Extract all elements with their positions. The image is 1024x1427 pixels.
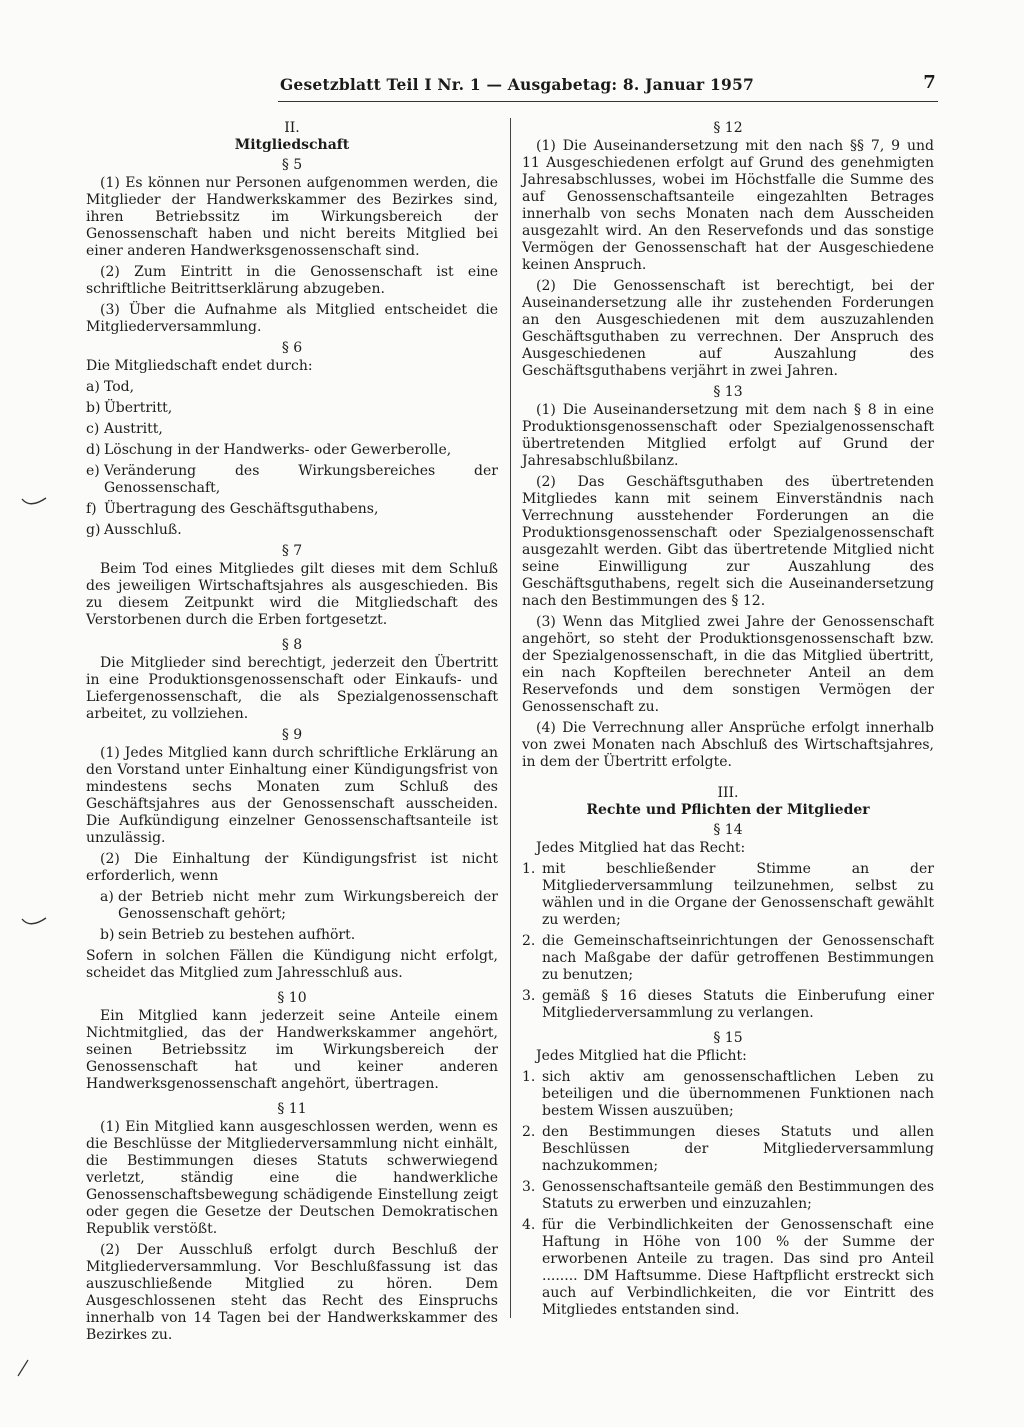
list-text: Tod,	[104, 379, 135, 395]
list-text: mit beschließender Stimme an der Mitgliederversammlung teilzunehmen, selbst zu wählen und in die Organe der Genossenschaft gewählt zu werden;	[542, 861, 934, 928]
paragraph-text: (3) Wenn das Mitglied zwei Jahre der Genossenschaft angehört, so steht der Produktionsgenossenschaft bzw. der Spezialgenossenschaft, in die das Mitglied übertritt, ein nach Kopfteilen berechneter Anteil an dem Reservefonds und dem sonstigen Vermögen der Genossenschaft zu.	[522, 614, 934, 715]
list-label: 3.	[522, 988, 536, 1004]
paragraph-text: (2) Das Geschäftsguthaben des übertretenden Mitgliedes kann mit seinem Einverständnis nach Verrechnung ausstehender Forderungen an die Produktionsgenossenschaft oder Spezialgenossenschaft ausgezahlt werden. Gibt das übertretende Mitglied nicht seine Einwilligung zur Auszahlung des Geschäftsguthabens, regelt sich die Auseinandersetzung nach den Bestimmungen des § 12.	[522, 474, 934, 609]
paragraph-text: (1) Die Auseinandersetzung mit den nach §§ 7, 9 und 11 Ausgeschiedenen erfolgt auf Grund des genehmigten Jahresabschlusses, wobei im Höchstfalle die Summe des auf Genossenschaftsanteile eingezahlten Betrages innerhalb von sechs Monaten nach dem Ausscheiden ausgezahlt wird. An den Reservefonds und das sonstige Vermögen der Genossenschaft hat der Ausgeschiedene keinen Anspruch.	[522, 138, 934, 273]
paragraph-sign: § 6	[281, 340, 303, 356]
page-number: 7	[923, 72, 936, 93]
paragraph-text: (2) Die Einhaltung der Kündigungsfrist ist nicht erforderlich, wenn	[86, 851, 498, 884]
list-text: den Bestimmungen dieses Statuts und allen Beschlüssen der Mitgliederversammlung nachzukommen;	[542, 1124, 934, 1174]
list-item	[522, 1124, 934, 1175]
list-item	[522, 861, 934, 929]
paragraph-text: Sofern in solchen Fällen die Kündigung nicht erfolgt, scheidet das Mitglied zum Jahresschluß aus.	[86, 948, 498, 981]
list-text: Genossenschaftsanteile gemäß den Bestimmungen des Statuts zu erwerben und einzuzahlen;	[542, 1179, 934, 1212]
section-number: II.	[284, 120, 300, 136]
list-text: Austritt,	[104, 421, 163, 437]
list-label: 4.	[522, 1217, 536, 1233]
list-item	[100, 927, 498, 944]
list-label: a)	[100, 889, 114, 905]
list-label: 2.	[522, 933, 536, 949]
list-label: g)	[86, 522, 101, 538]
list-label: a)	[86, 379, 100, 395]
list-text: die Gemeinschaftseinrichtungen der Genossenschaft nach Maßgabe der dafür getroffenen Bestimmungen zu benutzen;	[542, 933, 934, 983]
paragraph-text: (1) Ein Mitglied kann ausgeschlossen werden, wenn es die Beschlüsse der Mitgliederversammlung nicht einhält, die Bestimmungen dieses Statuts schwerwiegend verletzt, ständig eine die handwerkliche Genossenschaftsbewegung schädigende Einstellung zeigt oder gegen die Gesetze der Deutschen Demokratischen Republik verstößt.	[86, 1119, 498, 1237]
list-label: b)	[86, 400, 101, 416]
list-label: d)	[86, 442, 101, 458]
paragraph-sign: § 5	[281, 157, 303, 173]
list-item	[522, 988, 934, 1022]
column-divider	[510, 118, 511, 1318]
gazette-title: Gesetzblatt Teil I Nr. 1 — Ausgabetag: 8. Januar 1957	[280, 75, 754, 94]
paragraph-sign: § 9	[281, 727, 303, 743]
duties-list	[522, 1069, 934, 1319]
list-text: Löschung in der Handwerks- oder Gewerberolle,	[104, 442, 452, 458]
list-item	[86, 421, 498, 438]
paragraph-sign: § 10	[277, 990, 307, 1006]
list-item	[86, 442, 498, 459]
section-title: Mitgliedschaft	[234, 137, 350, 153]
paragraph-sign: § 11	[277, 1101, 307, 1117]
right-column	[522, 120, 934, 1323]
paragraph-text: (3) Über die Aufnahme als Mitglied entscheidet die Mitgliederversammlung.	[86, 302, 498, 335]
list-item	[86, 501, 498, 518]
list-item	[86, 522, 498, 539]
rights-list	[522, 861, 934, 1022]
list-item	[522, 1069, 934, 1120]
list-text: Veränderung des Wirkungsbereiches der Genossenschaft,	[104, 463, 498, 496]
paragraph-text: Jedes Mitglied hat die Pflicht:	[536, 1048, 747, 1064]
list-item	[522, 1179, 934, 1213]
list-label: 1.	[522, 861, 536, 877]
paragraph-text: (2) Die Genossenschaft ist berechtigt, bei der Auseinandersetzung alle ihr zustehenden Forderungen an den Ausgeschiedenen mit dem auszuzahlenden Geschäftsguthaben zu verrechnen. Der Anspruch des Ausgeschiedenen auf Auszahlung des Geschäftsguthabens verjährt in zwei Jahren.	[522, 278, 934, 379]
list-text: für die Verbindlichkeiten der Genossenschaft eine Haftung in Höhe von 100 % der Summe der erworbenen Anteile zu tragen. Das sind pro Anteil ........ DM Haftsumme. Diese Haftpflicht erstreckt sich auch auf Verbindlichkeiten, die vor Eintritt des Mitgliedes entstanden sind.	[542, 1217, 934, 1318]
paragraph-sign: § 12	[713, 120, 743, 136]
paragraph-sign: § 8	[281, 637, 303, 653]
page-header	[280, 72, 940, 101]
pencil-stroke-icon	[16, 1358, 46, 1372]
paragraph-text: (1) Die Auseinandersetzung mit dem nach § 8 in eine Produktionsgenossenschaft oder Spezialgenossenschaft übertretenden Mitglied erfolgt auf Grund der Jahresabschlußbilanz.	[522, 402, 934, 469]
paragraph-text: Die Mitgliedschaft endet durch:	[86, 358, 313, 374]
exception-list	[86, 889, 498, 944]
list-label: 1.	[522, 1069, 536, 1085]
list-text: sein Betrieb zu bestehen aufhört.	[118, 927, 356, 943]
section-number: III.	[717, 785, 739, 801]
list-item	[86, 463, 498, 497]
paragraph-text: Beim Tod eines Mitgliedes gilt dieses mit dem Schluß des jeweiligen Wirtschaftsjahres als ausgeschieden. Bis zu diesem Zeitpunkt wird die Mitgliedschaft des Verstorbenen durch die Erben fortgesetzt.	[86, 561, 498, 628]
paragraph-sign: § 14	[713, 822, 743, 838]
paragraph-text: Ein Mitglied kann jederzeit seine Anteile einem Nichtmitglied, das der Handwerkskammer angehört, seinen Betriebssitz im Wirkungsbereich der Genossenschaft hat und keiner anderen Handwerksgenossenschaft angehört, übertragen.	[86, 1008, 498, 1092]
paragraph-text: Die Mitglieder sind berechtigt, jederzeit den Übertritt in eine Produktionsgenossenschaft oder Einkaufs- und Liefergenossenschaft, die als Spezialgenossenschaft arbeitet, zu vollziehen.	[86, 655, 498, 722]
paragraph-text: (4) Die Verrechnung aller Ansprüche erfolgt innerhalb von zwei Monaten nach Abschluß des Wirtschaftsjahres, in dem der Übertritt erfolgte.	[522, 720, 934, 770]
list-label: 3.	[522, 1179, 536, 1195]
list-label: b)	[100, 927, 115, 943]
paragraph-text: (1) Jedes Mitglied kann durch schriftliche Erklärung an den Vorstand unter Einhaltung einer Kündigungsfrist von mindestens sechs Monaten zum Schluß des Geschäftsjahres aus der Genossenschaft ausscheiden. Die Aufkündigung einzelner Genossenschaftsanteile ist unzulässig.	[86, 745, 498, 846]
list-text: sich aktiv am genossenschaftlichen Leben zu beteiligen und die übernommenen Funktionen nach bestem Wissen auszuüben;	[542, 1069, 934, 1119]
header-rule	[278, 101, 938, 102]
paragraph-sign: § 7	[281, 543, 303, 559]
list-text: gemäß § 16 dieses Statuts die Einberufung einer Mitgliederversammlung zu verlangen.	[542, 988, 934, 1021]
paragraph-text: (2) Der Ausschluß erfolgt durch Beschluß der Mitgliederversammlung. Vor Beschlußfassung ist das auszuschließende Mitglied zu hören. Dem Ausgeschlossenen steht das Recht des Einspruchs innerhalb von 14 Tagen bei der Handwerkskammer des Bezirkes zu.	[86, 1242, 498, 1343]
paragraph-sign: § 13	[713, 384, 743, 400]
list-label: 2.	[522, 1124, 536, 1140]
list-item	[522, 933, 934, 984]
list-label: f)	[86, 501, 97, 517]
termination-list	[86, 379, 498, 539]
list-text: Übertragung des Geschäftsguthabens,	[104, 501, 379, 517]
section-title: Rechte und Pflichten der Mitglieder	[586, 802, 870, 818]
pencil-check-mark-icon	[20, 915, 50, 929]
list-text: Ausschluß.	[104, 522, 182, 538]
list-label: e)	[86, 463, 100, 479]
left-column	[86, 120, 498, 1348]
list-item	[86, 400, 498, 417]
list-item	[522, 1217, 934, 1319]
paragraph-sign: § 15	[713, 1030, 743, 1046]
list-text: der Betrieb nicht mehr zum Wirkungsbereich der Genossenschaft gehört;	[118, 889, 498, 922]
paragraph-text: (1) Es können nur Personen aufgenommen werden, die Mitglieder der Handwerkskammer des Bezirkes sind, ihren Betriebssitz im Wirkungsbereich der Genossenschaft haben und nicht bereits Mitglied bei einer anderen Handwerksgenossenschaft sind.	[86, 175, 498, 259]
list-item	[86, 379, 498, 396]
list-label: c)	[86, 421, 100, 437]
list-item	[100, 889, 498, 923]
list-text: Übertritt,	[104, 400, 173, 416]
paragraph-text: Jedes Mitglied hat das Recht:	[536, 840, 746, 856]
pencil-check-mark-icon	[20, 495, 50, 509]
paragraph-text: (2) Zum Eintritt in die Genossenschaft ist eine schriftliche Beitrittserklärung abzugeben.	[86, 264, 498, 297]
